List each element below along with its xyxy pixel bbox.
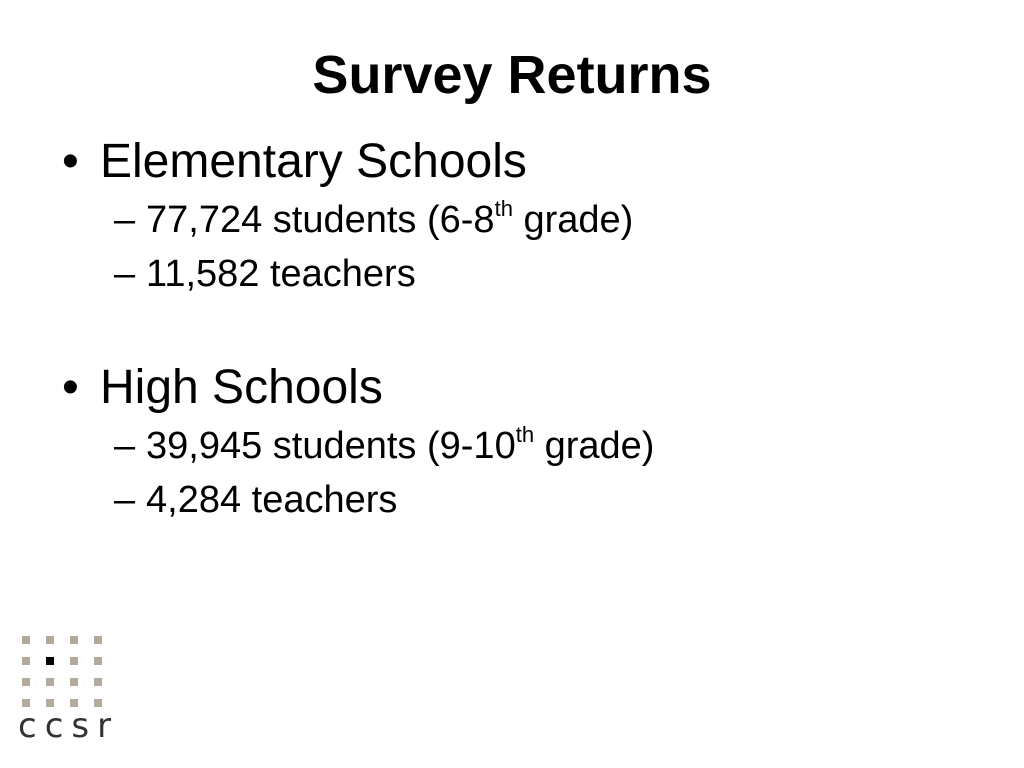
bullet-label: Elementary Schools bbox=[100, 135, 527, 188]
sub-item-elementary-students bbox=[114, 196, 633, 244]
superscript: th bbox=[494, 196, 513, 222]
ccsr-logo bbox=[18, 632, 120, 746]
logo-square bbox=[70, 636, 78, 644]
sub-item-text: 39,945 students (9-10 bbox=[146, 425, 516, 467]
sub-item-text-end: grade) bbox=[534, 425, 655, 467]
logo-square bbox=[94, 657, 102, 665]
logo-square bbox=[22, 636, 30, 644]
dash: – bbox=[114, 253, 136, 295]
logo-square bbox=[22, 678, 30, 686]
bullet-dot: • bbox=[62, 361, 79, 414]
bullet-elementary-schools bbox=[62, 134, 527, 190]
dash: – bbox=[114, 479, 136, 521]
bullet-high-schools bbox=[62, 360, 383, 416]
slide-title: Survey Returns bbox=[312, 45, 712, 105]
sub-item-high-students bbox=[114, 422, 654, 470]
dash: – bbox=[114, 199, 136, 241]
logo-dot-grid bbox=[22, 636, 102, 706]
sub-item-text: 4,284 teachers bbox=[146, 479, 398, 521]
bullet-dot: • bbox=[62, 135, 79, 188]
logo-square bbox=[70, 678, 78, 686]
sub-item-high-teachers bbox=[114, 476, 397, 524]
sub-item-text-end: grade) bbox=[512, 199, 634, 241]
bullet-label: High Schools bbox=[100, 361, 383, 414]
dash: – bbox=[114, 425, 136, 467]
sub-item-elementary-teachers bbox=[114, 250, 416, 298]
logo-square bbox=[46, 678, 54, 686]
logo-square bbox=[94, 678, 102, 686]
logo-square bbox=[46, 636, 54, 644]
logo-text: ccsr bbox=[18, 706, 120, 746]
logo-square-accent bbox=[46, 657, 54, 665]
sub-item-text: 11,582 teachers bbox=[146, 253, 416, 295]
logo-square bbox=[22, 657, 30, 665]
logo-square bbox=[70, 657, 78, 665]
sub-item-text: 77,724 students (6-8 bbox=[146, 199, 495, 241]
logo-square bbox=[94, 636, 102, 644]
superscript: th bbox=[515, 422, 535, 448]
